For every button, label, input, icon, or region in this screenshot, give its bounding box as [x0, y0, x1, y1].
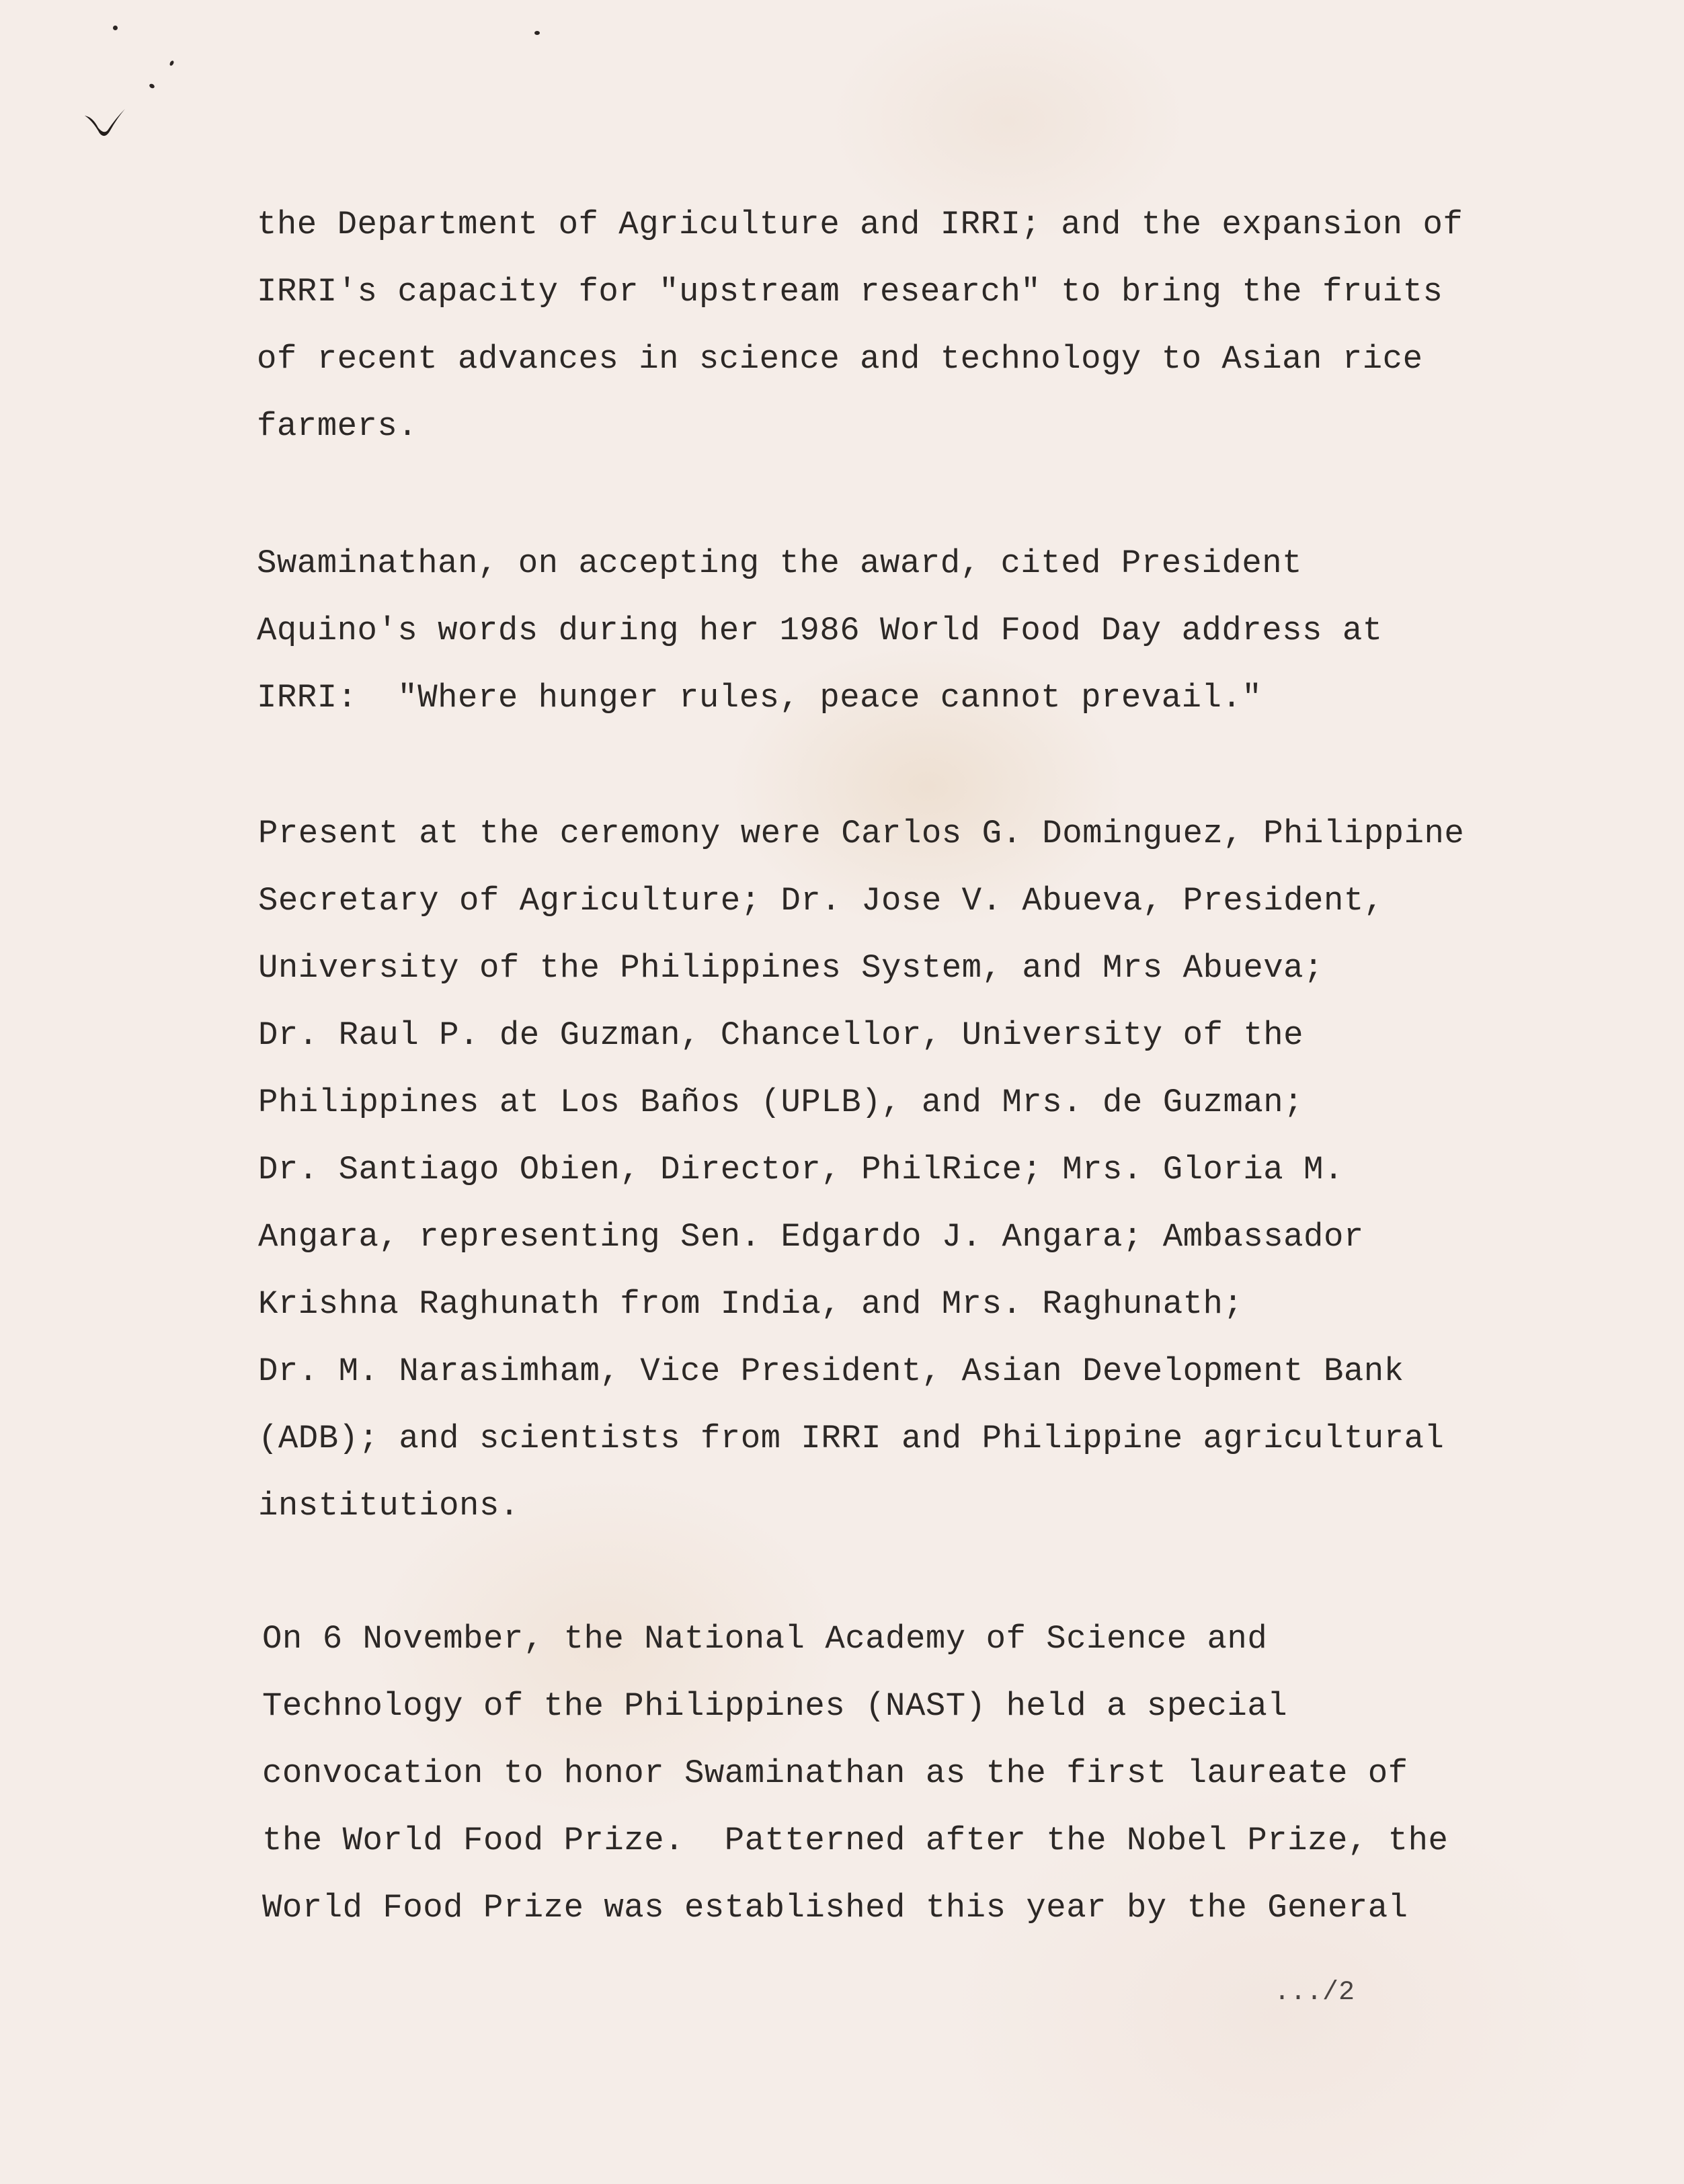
text-line: Present at the ceremony were Carlos G. Dominguez, Philippine	[258, 815, 1465, 852]
ink-speck	[113, 26, 118, 30]
text-line: World Food Prize was established this year by the General	[262, 1889, 1408, 1927]
text-line: Angara, representing Sen. Edgardo J. Angara; Ambassador	[258, 1218, 1364, 1256]
text-line: (ADB); and scientists from IRRI and Philippine agricultural	[258, 1420, 1445, 1457]
text-line: IRRI: "Where hunger rules, peace cannot prevail."	[257, 679, 1262, 717]
text-line: Dr. Raul P. de Guzman, Chancellor, University of the	[258, 1016, 1304, 1054]
text-line: the Department of Agriculture and IRRI; and the expansion of	[257, 206, 1464, 243]
text-line: On 6 November, the National Academy of Science and	[262, 1620, 1268, 1658]
text-line: Swaminathan, on accepting the award, cited President	[257, 544, 1303, 582]
ink-speck	[534, 31, 540, 35]
ink-speck	[149, 83, 155, 89]
ink-speck	[169, 60, 174, 66]
paragraph-4	[262, 1605, 1448, 1941]
text-line: farmers.	[257, 407, 418, 445]
text-line: University of the Philippines System, and Mrs Abueva;	[258, 949, 1324, 987]
text-line: Secretary of Agriculture; Dr. Jose V. Abueva, President,	[258, 882, 1384, 920]
page-continuation-marker: .../2	[1274, 1978, 1355, 2008]
paragraph-1	[257, 191, 1463, 460]
text-line: Krishna Raghunath from India, and Mrs. Raghunath;	[258, 1285, 1244, 1323]
text-line: Technology of the Philippines (NAST) held a special	[262, 1687, 1288, 1725]
text-line: Philippines at Los Baños (UPLB), and Mrs. de Guzman;	[258, 1084, 1304, 1121]
text-line: Dr. Santiago Obien, Director, PhilRice; Mrs. Gloria M.	[258, 1151, 1344, 1188]
text-line: IRRI's capacity for "upstream research" to bring the fruits	[257, 273, 1443, 311]
text-line: institutions.	[258, 1487, 520, 1525]
text-line: Dr. M. Narasimham, Vice President, Asian Development Bank	[258, 1352, 1404, 1390]
text-line: of recent advances in science and technology to Asian rice	[257, 340, 1423, 378]
check-mark-icon	[81, 101, 134, 141]
text-line: convocation to honor Swaminathan as the first laureate of	[262, 1754, 1408, 1792]
text-line: Aquino's words during her 1986 World Food Day address at	[257, 612, 1383, 649]
text-line: the World Food Prize. Patterned after the Nobel Prize, the	[262, 1822, 1449, 1859]
paragraph-3	[258, 800, 1464, 1539]
paragraph-2	[257, 530, 1383, 731]
